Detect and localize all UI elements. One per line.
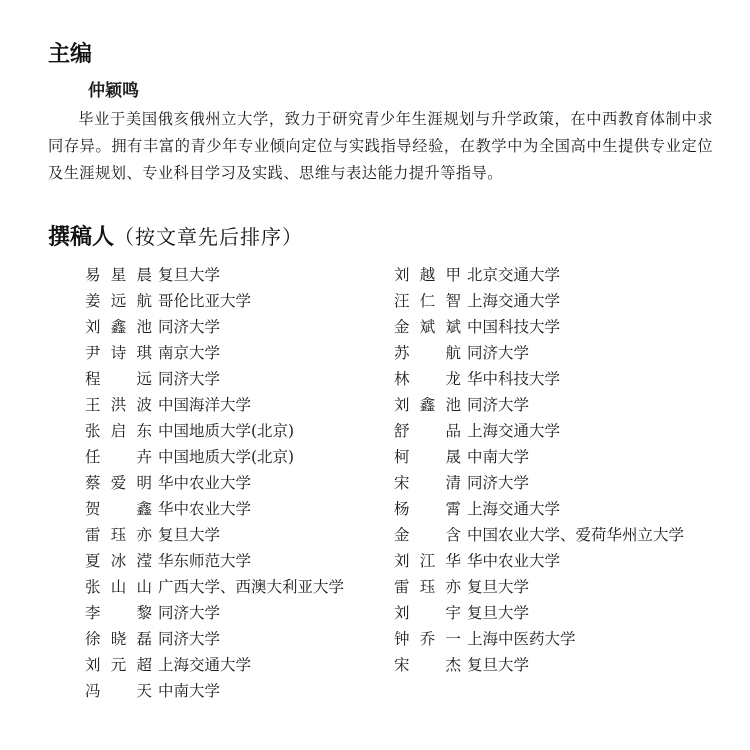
contributor-entry xyxy=(85,626,344,652)
contributor-name: 舒 品 xyxy=(394,422,461,440)
contributor-name: 程 远 xyxy=(85,370,152,388)
contributor-institution: 上海中医药大学 xyxy=(467,630,576,648)
contributor-entry xyxy=(394,288,684,314)
contributor-name: 刘元超 xyxy=(85,656,152,674)
contributors-heading xyxy=(48,223,303,252)
contributor-institution: 上海交通大学 xyxy=(467,422,561,440)
contributor-entry xyxy=(85,262,344,288)
contributor-entry xyxy=(85,548,344,574)
contributor-entry xyxy=(85,600,344,626)
contributor-institution: 中国科技大学 xyxy=(467,318,561,336)
contributor-name: 任 卉 xyxy=(85,448,152,466)
contributor-institution: 哥伦比亚大学 xyxy=(158,292,252,310)
contributor-institution: 华东师范大学 xyxy=(158,552,252,570)
contributor-entry xyxy=(85,496,344,522)
contributor-entry xyxy=(85,340,344,366)
contributor-name: 金 含 xyxy=(394,526,461,544)
contributor-entry xyxy=(85,444,344,470)
contributor-institution: 华中农业大学 xyxy=(467,552,561,570)
contributor-name: 汪仁智 xyxy=(394,292,461,310)
contributor-name: 苏 航 xyxy=(394,344,461,362)
contributor-institution: 中国海洋大学 xyxy=(158,396,252,414)
contributor-entry xyxy=(85,678,344,704)
contributor-institution: 同济大学 xyxy=(467,344,530,362)
contributor-entry xyxy=(394,496,684,522)
contributor-institution: 中南大学 xyxy=(158,682,221,700)
contributor-entry xyxy=(394,392,684,418)
contributor-entry xyxy=(394,470,684,496)
editor-name: 仲颖鸣 xyxy=(88,81,139,101)
contributor-entry xyxy=(394,600,684,626)
contributor-name: 宋 杰 xyxy=(394,656,461,674)
contributor-name: 张山山 xyxy=(85,578,152,596)
contributor-name: 蔡爱明 xyxy=(85,474,152,492)
contributor-entry xyxy=(394,314,684,340)
contributor-institution: 南京大学 xyxy=(158,344,221,362)
contributor-institution: 上海交通大学 xyxy=(467,500,561,518)
contributor-name: 王洪波 xyxy=(85,396,152,414)
contributor-entry xyxy=(85,366,344,392)
contributor-name: 宋 清 xyxy=(394,474,461,492)
contributor-institution: 上海交通大学 xyxy=(467,292,561,310)
contributor-name: 金斌斌 xyxy=(394,318,461,336)
contributor-name: 姜远航 xyxy=(85,292,152,310)
contributor-entry xyxy=(85,470,344,496)
contributor-name: 雷珏亦 xyxy=(394,578,461,596)
contributor-name: 钟乔一 xyxy=(394,630,461,648)
contributor-entry xyxy=(85,652,344,678)
contributor-institution: 复旦大学 xyxy=(158,266,221,284)
contributor-entry xyxy=(394,262,684,288)
contributor-name: 尹诗琪 xyxy=(85,344,152,362)
contributor-institution: 中南大学 xyxy=(467,448,530,466)
contributor-institution: 中国地质大学(北京) xyxy=(158,448,295,466)
contributor-name: 冯 天 xyxy=(85,682,152,700)
contributor-entry xyxy=(394,548,684,574)
contributor-institution: 北京交通大学 xyxy=(467,266,561,284)
contributor-institution: 复旦大学 xyxy=(467,578,530,596)
contributor-name: 刘越甲 xyxy=(394,266,461,284)
contributor-name: 林 龙 xyxy=(394,370,461,388)
contributor-name: 刘鑫池 xyxy=(85,318,152,336)
contributor-institution: 上海交通大学 xyxy=(158,656,252,674)
contributor-name: 刘鑫池 xyxy=(394,396,461,414)
contributor-institution: 同济大学 xyxy=(467,396,530,414)
contributors-heading-text: 撰稿人 xyxy=(48,225,115,250)
contributor-entry xyxy=(85,288,344,314)
contributor-entry xyxy=(85,314,344,340)
contributor-entry xyxy=(394,522,684,548)
contributor-entry xyxy=(394,444,684,470)
contributor-name: 杨 霄 xyxy=(394,500,461,518)
contributor-entry xyxy=(394,418,684,444)
contributor-institution: 同济大学 xyxy=(467,474,530,492)
contributor-institution: 华中农业大学 xyxy=(158,474,252,492)
contributor-institution: 复旦大学 xyxy=(467,656,530,674)
contributor-institution: 同济大学 xyxy=(158,370,221,388)
contributor-entry xyxy=(394,626,684,652)
contributor-institution: 中国地质大学(北京) xyxy=(158,422,295,440)
contributor-entry xyxy=(85,522,344,548)
contributors-subtitle: （按文章先后排序） xyxy=(114,225,304,249)
contributor-institution: 同济大学 xyxy=(158,630,221,648)
contributor-name: 张启东 xyxy=(85,422,152,440)
contributor-entry xyxy=(394,652,684,678)
contributor-name: 雷珏亦 xyxy=(85,526,152,544)
contributor-institution: 中国农业大学、爱荷华州立大学 xyxy=(467,526,685,544)
contributor-name: 易星晨 xyxy=(85,266,152,284)
contributor-entry xyxy=(85,392,344,418)
editor-bio: 毕业于美国俄亥俄州立大学，致力于研究青少年生涯规划与升学政策，在中西教育体制中求同存异。拥有丰富的青少年专业倾向定位与实践指导经验，在教学中为全国高中生提供专业定位及生涯规划、专业科目学习及实践、思维与表达能力提升等指导。 xyxy=(48,110,713,182)
contributor-entry xyxy=(85,418,344,444)
contributor-name: 刘江华 xyxy=(394,552,461,570)
contributors-list-left xyxy=(85,262,344,704)
contributor-name: 徐晓磊 xyxy=(85,630,152,648)
contributor-name: 贺 鑫 xyxy=(85,500,152,518)
contributors-list-right xyxy=(394,262,684,678)
contributor-institution: 同济大学 xyxy=(158,318,221,336)
contributor-institution: 同济大学 xyxy=(158,604,221,622)
editor-heading: 主编 xyxy=(48,42,93,67)
contributor-institution: 复旦大学 xyxy=(467,604,530,622)
contributor-institution: 广西大学、西澳大利亚大学 xyxy=(158,578,345,596)
contributor-name: 夏冰滢 xyxy=(85,552,152,570)
contributor-entry xyxy=(394,574,684,600)
contributor-entry xyxy=(394,340,684,366)
contributor-name: 李 黎 xyxy=(85,604,152,622)
contributor-name: 柯 晟 xyxy=(394,448,461,466)
contributor-institution: 复旦大学 xyxy=(158,526,221,544)
contributor-entry xyxy=(394,366,684,392)
contributor-name: 刘 宇 xyxy=(394,604,461,622)
contributor-institution: 华中科技大学 xyxy=(467,370,561,388)
contributor-institution: 华中农业大学 xyxy=(158,500,252,518)
contributor-entry xyxy=(85,574,344,600)
